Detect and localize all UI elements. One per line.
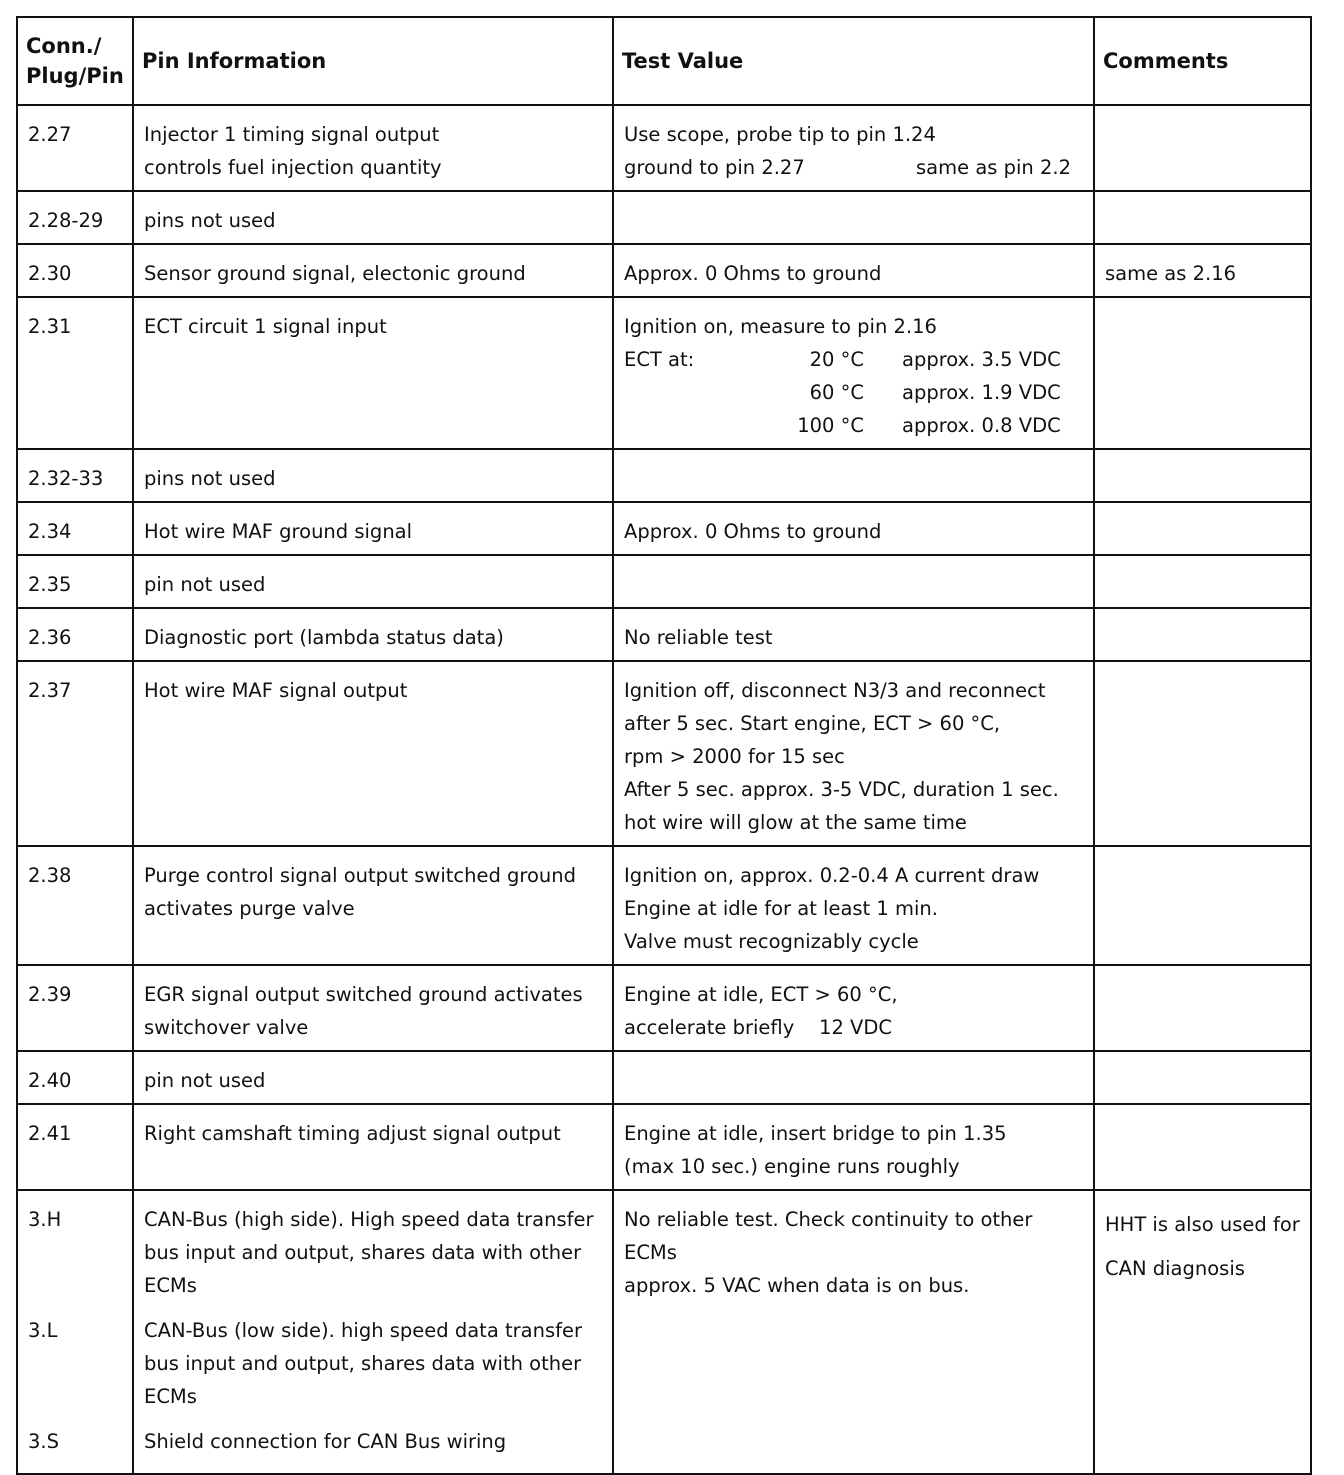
pin-cell: 2.39 <box>17 965 133 1051</box>
info-cell: Purge control signal output switched ground activates purge valve <box>133 846 613 965</box>
info-cell: ECT circuit 1 signal input <box>133 297 613 449</box>
info-cell: pins not used <box>133 449 613 502</box>
comment-cell <box>1094 555 1311 608</box>
test-cell: Ignition on, measure to pin 2.16 ECT at: 20 °C approx. 3.5 VDC 60 °C approx. 1.9 VDC 100 °C approx. 0.8 VDC <box>613 297 1094 449</box>
test-cell <box>613 191 1094 244</box>
header-conn-line1: Conn./ <box>26 34 102 58</box>
info-cell: CAN-Bus (high side). High speed data transfer bus input and output, shares data with other ECMs CAN-Bus (low side). high speed data transfer bus input and output, shares data with other ECMs Shield connection for CAN Bus wiring <box>133 1190 613 1474</box>
header-row <box>17 17 1311 105</box>
header-test-value: Test Value <box>613 17 1094 105</box>
test-cell: Engine at idle, insert bridge to pin 1.35 (max 10 sec.) engine runs roughly <box>613 1104 1094 1190</box>
test-cell: Ignition off, disconnect N3/3 and reconnect after 5 sec. Start engine, ECT > 60 °C, rpm > 2000 for 15 sec After 5 sec. approx. 3-5 VDC, duration 1 sec. hot wire will glow at the same time <box>613 661 1094 846</box>
comment-cell <box>1094 297 1311 449</box>
pin-cell: 2.40 <box>17 1051 133 1104</box>
comment-cell <box>1094 105 1311 191</box>
test-cell: Approx. 0 Ohms to ground <box>613 244 1094 297</box>
pin-cell: 2.36 <box>17 608 133 661</box>
table-row <box>17 965 1311 1051</box>
header-conn-line2: Plug/Pin <box>26 64 124 88</box>
info-cell: pin not used <box>133 1051 613 1104</box>
test-cell <box>613 1051 1094 1104</box>
comment-cell <box>1094 1104 1311 1190</box>
info-cell: Injector 1 timing signal output controls fuel injection quantity <box>133 105 613 191</box>
table-row <box>17 661 1311 846</box>
comment-cell: same as 2.16 <box>1094 244 1311 297</box>
test-cell: No reliable test. Check continuity to other ECMs approx. 5 VAC when data is on bus. <box>613 1190 1094 1474</box>
comment-cell <box>1094 1051 1311 1104</box>
info-cell: Sensor ground signal, electonic ground <box>133 244 613 297</box>
table-row <box>17 449 1311 502</box>
pin-cell: 2.28-29 <box>17 191 133 244</box>
test-cell: Ignition on, approx. 0.2-0.4 A current draw Engine at idle for at least 1 min. Valve must recognizably cycle <box>613 846 1094 965</box>
comment-cell <box>1094 502 1311 555</box>
info-cell: pins not used <box>133 191 613 244</box>
pin-cell: 2.35 <box>17 555 133 608</box>
header-comments: Comments <box>1094 17 1311 105</box>
table-row-can <box>17 1190 1311 1474</box>
table-row <box>17 105 1311 191</box>
comment-cell <box>1094 965 1311 1051</box>
pin-cell: 2.34 <box>17 502 133 555</box>
table-row <box>17 502 1311 555</box>
table-row <box>17 555 1311 608</box>
pin-cell: 3.H 3.L 3.S <box>17 1190 133 1474</box>
pin-cell: 2.31 <box>17 297 133 449</box>
info-cell: pin not used <box>133 555 613 608</box>
table-row <box>17 297 1311 449</box>
pin-cell: 2.41 <box>17 1104 133 1190</box>
header-pin-info: Pin Information <box>133 17 613 105</box>
pin-cell: 2.30 <box>17 244 133 297</box>
table-row <box>17 244 1311 297</box>
info-cell: Hot wire MAF signal output <box>133 661 613 846</box>
table-row <box>17 1104 1311 1190</box>
header-conn <box>17 17 133 105</box>
comment-cell <box>1094 191 1311 244</box>
test-cell <box>613 555 1094 608</box>
test-cell: Use scope, probe tip to pin 1.24 ground to pin 2.27 same as pin 2.2 <box>613 105 1094 191</box>
info-cell: Hot wire MAF ground signal <box>133 502 613 555</box>
info-cell: Diagnostic port (lambda status data) <box>133 608 613 661</box>
pin-table <box>16 16 1312 1475</box>
info-cell: Right camshaft timing adjust signal output <box>133 1104 613 1190</box>
test-cell <box>613 449 1094 502</box>
pin-cell: 2.38 <box>17 846 133 965</box>
pin-cell: 2.27 <box>17 105 133 191</box>
pin-cell: 2.37 <box>17 661 133 846</box>
comment-cell <box>1094 846 1311 965</box>
table-row <box>17 846 1311 965</box>
table-row <box>17 191 1311 244</box>
test-cell: Engine at idle, ECT > 60 °C, accelerate briefly 12 VDC <box>613 965 1094 1051</box>
info-cell: EGR signal output switched ground activates switchover valve <box>133 965 613 1051</box>
comment-cell <box>1094 661 1311 846</box>
test-cell: No reliable test <box>613 608 1094 661</box>
comment-cell <box>1094 608 1311 661</box>
comment-cell <box>1094 449 1311 502</box>
comment-cell: HHT is also used for CAN diagnosis <box>1094 1190 1311 1474</box>
table-row <box>17 1051 1311 1104</box>
table-row <box>17 608 1311 661</box>
pin-cell: 2.32-33 <box>17 449 133 502</box>
test-cell: Approx. 0 Ohms to ground <box>613 502 1094 555</box>
